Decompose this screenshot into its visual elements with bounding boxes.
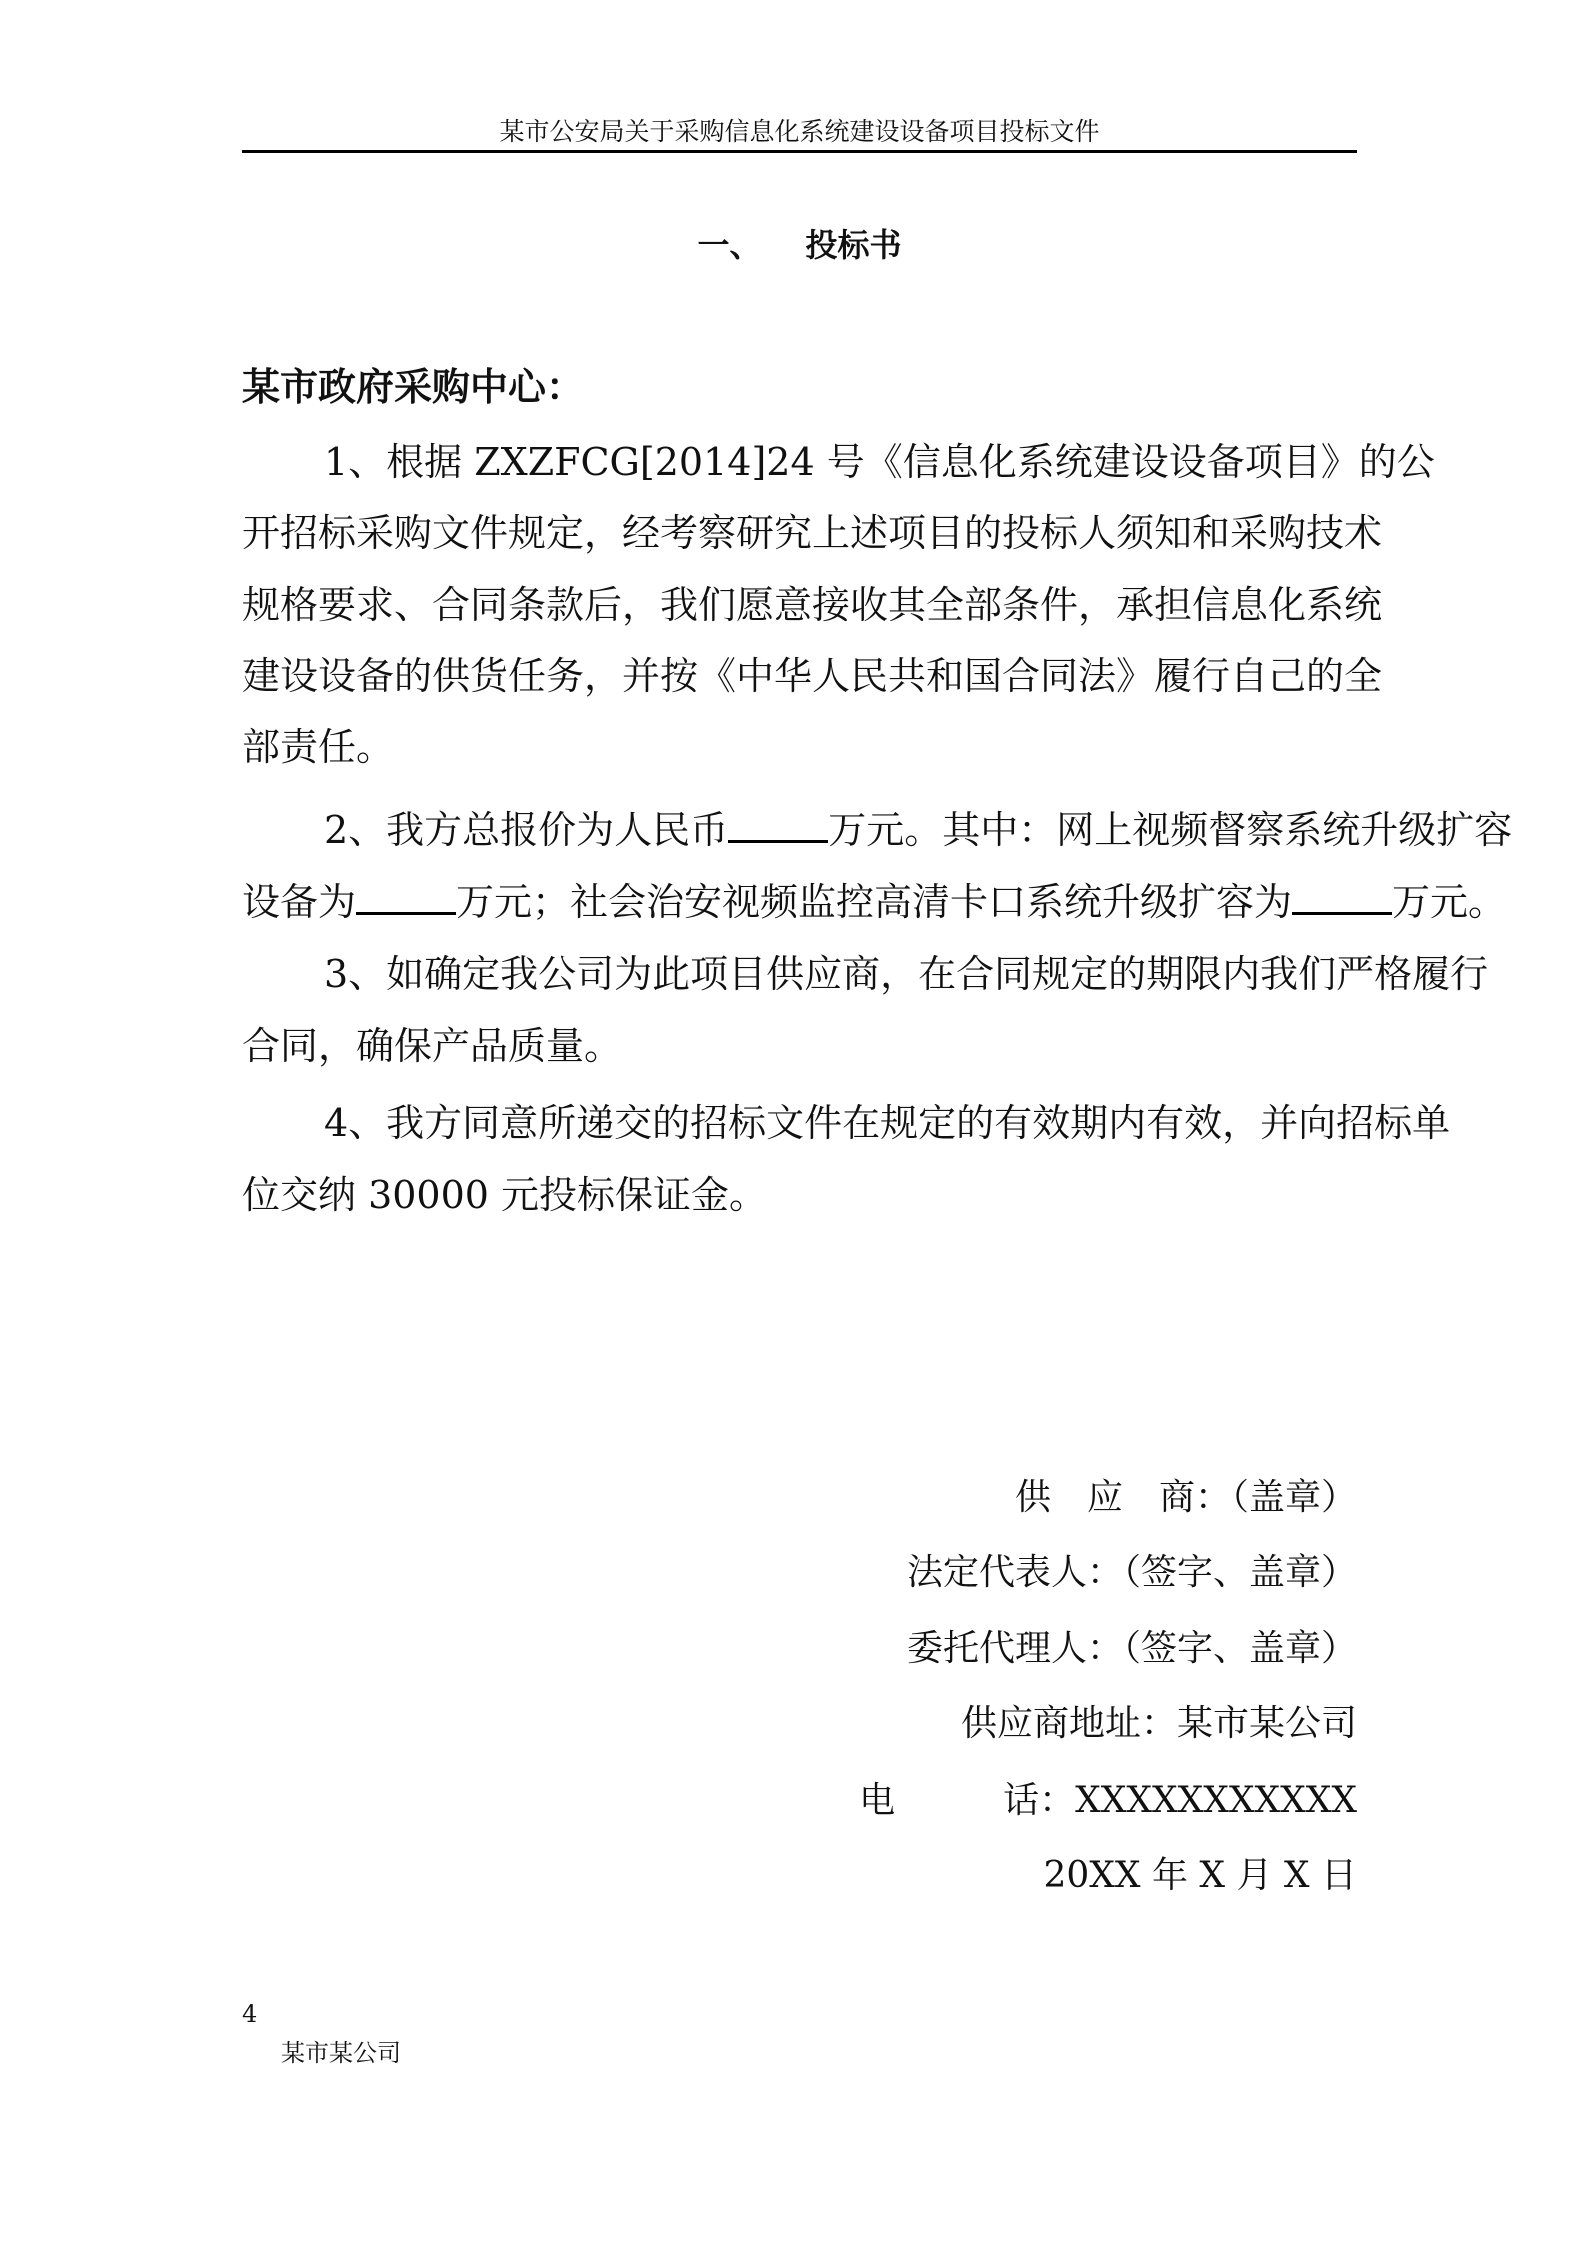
signature-phone: 电 话：XXXXXXXXXXX: [859, 1780, 1357, 1821]
text: 万元；社会治安视频监控高清卡口系统升级扩容为: [456, 880, 1293, 924]
paragraph3-line: 合同，确保产品质量。: [242, 1024, 623, 1068]
salutation: 某市政府采购中心：: [242, 364, 585, 409]
paragraph1-line: 建设设备的供货任务，并按《中华人民共和国合同法》履行自己的全: [242, 654, 1383, 698]
signature-agent: 委托代理人：（签字、盖章）: [906, 1628, 1357, 1669]
running-header: 某市公安局关于采购信息化系统建设设备项目投标文件: [499, 117, 1100, 146]
page-number: 4: [242, 2000, 258, 2028]
signature-address: 供应商地址：某市某公司: [960, 1703, 1357, 1744]
total-price-blank[interactable]: [728, 808, 828, 843]
footer-company: 某市某公司: [281, 2039, 401, 2067]
paragraph4-line: 位交纳 30000 元投标保证金。: [242, 1173, 768, 1217]
signature-legal-rep: 法定代表人：（签字、盖章）: [906, 1552, 1357, 1593]
video-supervision-price-blank[interactable]: [356, 880, 456, 915]
paragraph3-line: 3、如确定我公司为此项目供应商，在合同规定的期限内我们严格履行: [324, 952, 1489, 996]
paragraph1-line: 规格要求、合同条款后，我们愿意接收其全部条件，承担信息化系统: [242, 583, 1383, 627]
paragraph2-line: [324, 808, 1513, 852]
checkpoint-price-blank[interactable]: [1292, 880, 1392, 915]
paragraph4-line: 4、我方同意所递交的招标文件在规定的有效期内有效，并向招标单: [324, 1101, 1451, 1145]
section-heading: 投标书: [805, 226, 902, 264]
paragraph1-line: 开招标采购文件规定，经考察研究上述项目的投标人须知和采购技术: [242, 511, 1383, 555]
text: 万元。其中：网上视频督察系统升级扩容: [828, 808, 1513, 852]
signature-supplier: 供 应 商：（盖章）: [1014, 1477, 1357, 1518]
section-number: 一、: [697, 226, 762, 264]
header-rule: [242, 150, 1357, 153]
text: 万元。: [1392, 880, 1507, 924]
text: 设备为: [242, 880, 357, 924]
signature-date: 20XX 年 X 月 X 日: [1043, 1855, 1357, 1896]
paragraph1-line: 部责任。: [242, 725, 395, 769]
section-title: [242, 220, 1357, 266]
paragraph2-line: [242, 880, 1507, 924]
text: 2、我方总报价为人民币: [324, 808, 729, 852]
paragraph1-line: 1、根据 ZXZFCG[2014]24 号《信息化系统建设设备项目》的公: [324, 440, 1435, 484]
